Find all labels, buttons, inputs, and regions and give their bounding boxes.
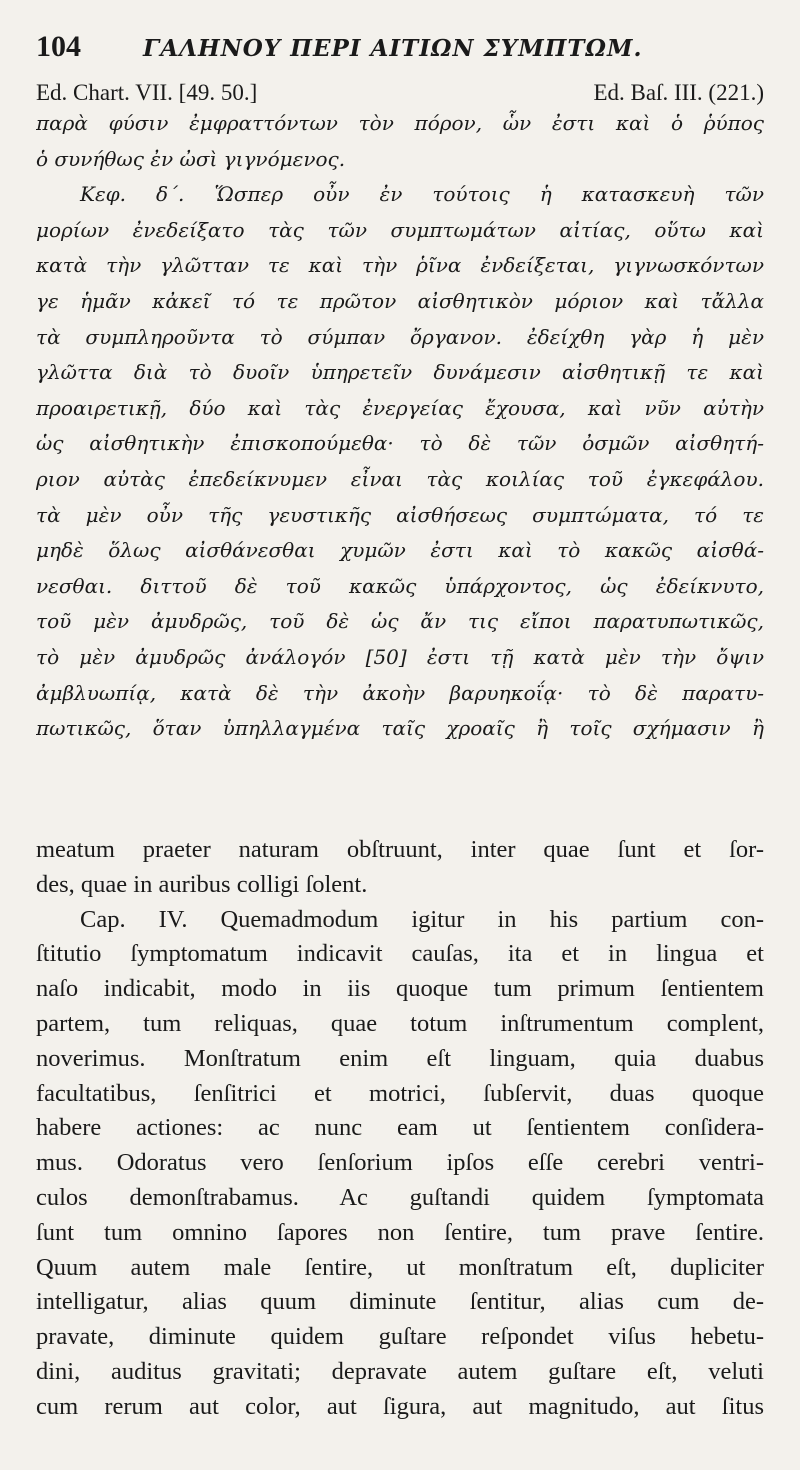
page-number: 104: [36, 30, 81, 63]
edition-chart-reference: Ed. Chart. VII. [49. 50.]: [36, 80, 258, 105]
latin-line: naſo indicabit, modo in iis quoque tum primum ſentientem: [36, 975, 764, 1003]
latin-line: ſtitutio ſymptomatum indicavit cauſas, ita et in lingua et: [36, 940, 764, 968]
latin-line: Quum autem male ſentire, ut monſtratum eſt, dupliciter: [36, 1253, 764, 1281]
greek-line: ὁ συνήθως ἐν ὠσὶ γιγνόμενος.: [36, 146, 346, 171]
latin-line: meatum praeter naturam obſtruunt, inter quae ſunt et ſor-: [36, 836, 764, 863]
greek-line: τὰ συμπληροῦντα τὸ σύμπαν ὄργανον. ἐδείχθη γὰρ ἡ μὲν: [36, 324, 764, 349]
greek-line: γλῶττα διὰ τὸ δυοῖν ὑπηρετεῖν δυνάμεσιν αἰσθητικῇ τε καὶ: [36, 360, 764, 385]
latin-chapter-heading-line: Cap. IV. Quemadmodum igitur in his partium con-: [80, 905, 764, 933]
greek-line: νεσθαι. διττοῦ δὲ τοῦ κακῶς ὑπάρχοντος, ὡς ἐδείκνυτο,: [36, 573, 764, 598]
latin-line: cum rerum aut color, aut ſigura, aut magnitudo, aut ſitus: [36, 1392, 764, 1420]
latin-line: facultatibus, ſenſitrici et motrici, ſubſervit, duas quoque: [36, 1079, 764, 1107]
running-title: ΓΑΛΗΝΟΥ ΠΕΡΙ ΑΙΤΙΩΝ ΣΥΜΠΤΩΜ.: [143, 35, 643, 62]
latin-line: partem, tum reliquas, quae totum inſtrumentum complent,: [36, 1009, 764, 1037]
latin-line: pravate, diminute quidem guſtare reſpondet viſus hebetu-: [36, 1323, 764, 1351]
greek-chapter-heading-line: Κεφ. δ΄. Ὥσπερ οὖν ἐν τούτοις ἡ κατασκευὴ τῶν: [80, 182, 764, 207]
greek-line: μηδὲ ὅλως αἰσθάνεσθαι χυμῶν ἐστι καὶ τὸ κακῶς αἰσθά-: [36, 538, 764, 563]
greek-line: ριον αὐτὰς ἐπεδείκνυμεν εἶναι τὰς κοιλίας τοῦ ἐγκεφάλου.: [36, 466, 764, 491]
greek-line: ὡς αἰσθητικὴν ἐπισκοπούμεθα· τὸ δὲ τῶν ὀσμῶν αἰσθητή-: [36, 431, 764, 456]
greek-text-block: [36, 106, 764, 747]
page-header: [36, 30, 760, 70]
greek-line: κατὰ τὴν γλῶτταν τε καὶ τὴν ῥῖνα ἐνδείξεται, γιγνωσκόντων: [36, 253, 764, 278]
greek-line: προαιρετικῇ, δύο καὶ τὰς ἐνεργείας ἔχουσα, καὶ νῦν αὐτὴν: [36, 395, 764, 420]
latin-line: intelligatur, alias quum diminute ſentitur, alias cum de-: [36, 1288, 764, 1316]
greek-line: γε ἡμᾶν κἀκεῖ τό τε πρῶτον αἰσθητικὸν μόριον καὶ τἄλλα: [36, 288, 764, 313]
latin-line: noverimus. Monſtratum enim eſt linguam, quia duabus: [36, 1044, 764, 1072]
latin-line: ſunt tum omnino ſapores non ſentire, tum prave ſentire.: [36, 1218, 764, 1246]
edition-basel-reference: Ed. Baſ. III. (221.): [593, 80, 764, 105]
latin-line: habere actiones: ac nunc eam ut ſentientem conſidera-: [36, 1114, 764, 1142]
greek-line: ἀμβλυωπίᾳ, κατὰ δὲ τὴν ἀκοὴν βαρυηκοΐᾳ· τὸ δὲ παρατυ-: [36, 680, 764, 705]
latin-line: des, quae in auribus colligi ſolent.: [36, 870, 368, 898]
latin-line: mus. Odoratus vero ſenſorium ipſos eſſe cerebri ventri-: [36, 1149, 764, 1177]
latin-line: culos demonſtrabamus. Ac guſtandi quidem ſymptomata: [36, 1183, 764, 1211]
greek-line: πωτικῶς, ὅταν ὑπηλλαγμένα ταῖς χροαῖς ἢ τοῖς σχήμασιν ἢ: [36, 716, 764, 741]
greek-line: παρὰ φύσιν ἐμφραττόντων τὸν πόρον, ὧν ἐστι καὶ ὁ ῥύπος: [36, 111, 764, 135]
greek-line: τὸ μὲν ἀμυδρῶς ἀνάλογόν [50] ἐστι τῇ κατὰ μὲν τὴν ὄψιν: [36, 644, 764, 669]
latin-text-block: [36, 833, 764, 1425]
latin-line: dini, auditus gravitati; depravate autem guſtare eſt, veluti: [36, 1357, 764, 1385]
greek-line: μορίων ἐνεδείξατο τὰς τῶν συμπτωμάτων αἰτίας, οὕτω καὶ: [36, 217, 764, 242]
greek-line: τὰ μὲν οὖν τῆς γευστικῆς αἰσθήσεως συμπτώματα, τό τε: [36, 502, 764, 527]
greek-line: τοῦ μὲν ἀμυδρῶς, τοῦ δὲ ὡς ἄν τις εἴποι παρατυπωτικῶς,: [36, 609, 764, 634]
